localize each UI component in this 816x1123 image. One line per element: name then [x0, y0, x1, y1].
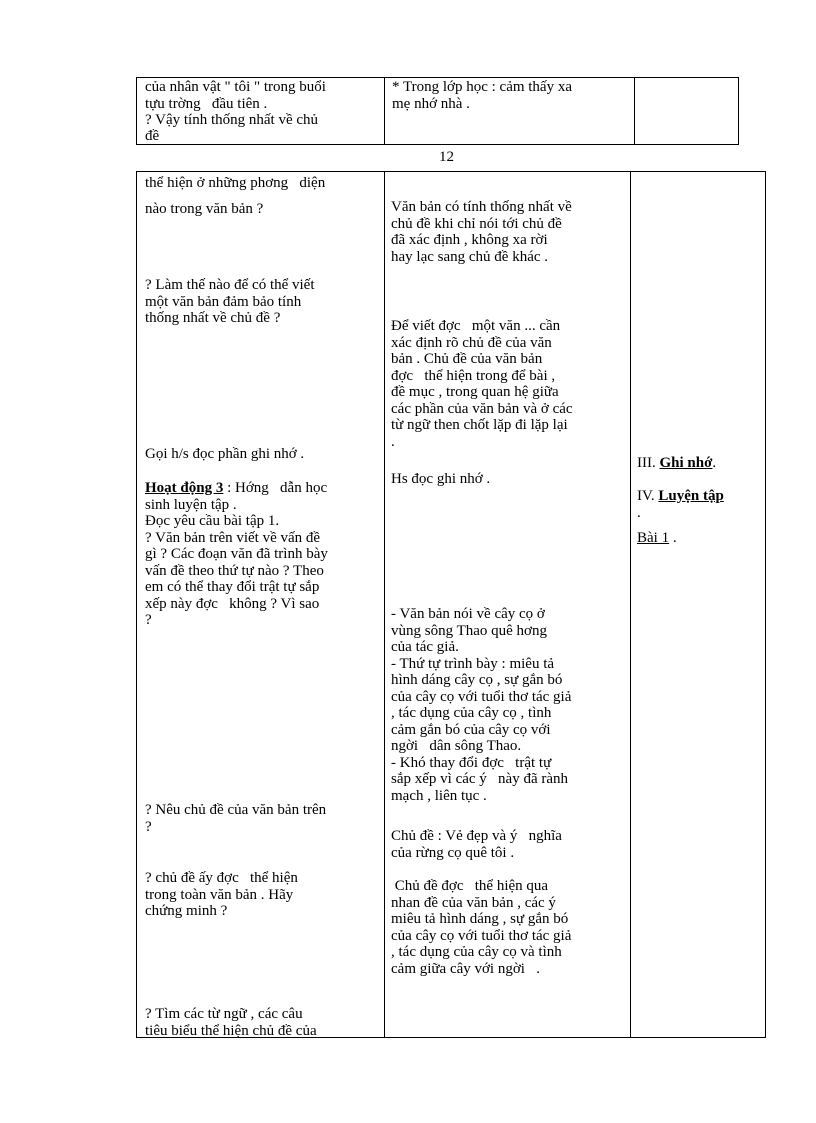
activity-title: Hoạt động 3 — [145, 480, 224, 496]
text-line: , tác dụng của cây cọ và tình — [391, 944, 562, 960]
text-line: đã xác định , không xa rời — [391, 232, 548, 248]
text-line: một văn bản đảm bảo tính — [145, 293, 302, 310]
text-line: nhan đề của văn bản , các ý — [391, 894, 556, 911]
text-line: gì ? Các đoạn văn đã trình bày — [145, 546, 328, 562]
text-line: ? chủ đề ấy đợc thể hiện — [145, 870, 298, 886]
section-title: Ghi nhớ — [659, 455, 713, 471]
exercise-label — [637, 530, 677, 547]
text-line: ? Văn bản trên viết về vấn đề — [145, 529, 321, 546]
exercise-title: Bài 1 — [637, 530, 670, 546]
text-line: đề — [145, 128, 160, 143]
text-line: ? Vậy tính thống nhất về chủ — [145, 112, 319, 128]
text-line: - Khó thay đổi đợc trật tự — [391, 754, 552, 771]
text-line: ? — [145, 612, 152, 628]
section-number: IV. — [637, 488, 655, 504]
text-line: hình dáng cây cọ , sự gắn bó — [391, 672, 563, 688]
text-line: * Trong lớp học : cảm thấy xa — [392, 79, 572, 95]
text-line: chứng minh ? — [145, 903, 228, 919]
text-line: thể hiện ở những phơng diện — [145, 175, 326, 191]
text-line: Gọi h/s đọc phần ghi nhớ . — [145, 446, 305, 462]
text-line: của rừng cọ quê tôi . — [391, 844, 515, 861]
activity-heading — [145, 480, 327, 497]
text-line: ngời dân sông Thao. — [391, 738, 522, 754]
text-line: Để viết đợc một văn ... cần — [391, 318, 561, 334]
text-line: Hs đọc ghi nhớ . — [391, 471, 491, 487]
text-line: thống nhất về chủ đề ? — [145, 310, 281, 326]
text-line: , tác dụng của cây cọ , tình — [391, 705, 552, 721]
text-line: miêu tả hình dáng , sự gắn bó — [391, 911, 569, 927]
text-line: từ ngữ then chốt lặp đi lặp lại — [391, 417, 568, 433]
activity-title-rest: : Hớng dẫn học — [223, 480, 328, 496]
text-line: - Thứ tự trình bày : miêu tả — [391, 655, 555, 672]
text-line: em có thể thay đổi trật tự sắp — [145, 579, 320, 595]
text-line: bản . Chủ đề của văn bản — [391, 351, 543, 367]
section-dot: . — [712, 455, 717, 471]
page-number: 12 — [439, 149, 454, 165]
text-line: cảm giữa cây với ngời . — [391, 960, 540, 977]
text-line: vùng sông Thao quê hơng — [391, 622, 547, 639]
text-line: nào trong văn bản ? — [145, 201, 264, 217]
text-line: vấn đề theo thứ tự nào ? Theo — [145, 562, 324, 579]
text-line: sinh luyện tập . — [145, 496, 237, 513]
top-table-divider-2 — [634, 77, 635, 145]
main-table-divider-1 — [384, 171, 385, 1038]
text-line: của nhân vật " tôi " trong buổi — [145, 79, 326, 95]
text-line: của cây cọ với tuổi thơ tác giả — [391, 688, 572, 705]
section-title: Luyện tập — [658, 488, 724, 504]
text-line: của tác giả. — [391, 639, 459, 655]
text-line: trong toàn văn bản . Hãy — [145, 886, 294, 903]
text-line: Văn bản có tính thống nhất về — [391, 199, 572, 215]
exercise-dot: . — [669, 530, 677, 546]
text-line: chủ đề khi chỉ nói tới chủ đề — [391, 215, 562, 232]
text-line: đợc thể hiện trong để bài , — [391, 367, 556, 384]
text-line: ? — [145, 818, 152, 835]
text-line: ? Tìm các từ ngữ , các câu — [145, 1006, 303, 1022]
text-line: ? Nêu chủ đề của văn bản trên — [145, 802, 327, 818]
text-line: Đọc yêu cầu bài tập 1. — [145, 513, 280, 529]
text-line: ? Làm thế nào để có thể viết — [145, 277, 315, 293]
text-line: Chủ đề đợc thể hiện qua — [391, 878, 549, 894]
text-line: sắp xếp vì các ý này đã rành — [391, 771, 569, 787]
text-line: của cây cọ với tuổi thơ tác giả — [391, 927, 572, 944]
text-line: tựu trờng đầu tiên . — [145, 95, 268, 112]
text-line: hay lạc sang chủ đề khác . — [391, 248, 549, 265]
text-line: các phần của văn bản và ở các — [391, 400, 573, 417]
text-line: tiêu biểu thể hiện chủ đề của — [145, 1022, 317, 1037]
section-ghi-nho — [637, 455, 716, 472]
text-line: xếp này đợc không ? Vì sao — [145, 595, 320, 612]
text-line: đề mục , trong quan hệ giữa — [391, 384, 559, 400]
text-line: mạch , liên tục . — [391, 787, 487, 804]
main-table-divider-2 — [630, 171, 631, 1038]
text-line: Chủ đề : Vẻ đẹp và ý nghĩa — [391, 828, 562, 844]
section-luyen-tap — [637, 488, 724, 505]
text-line: cảm gắn bó của cây cọ với — [391, 721, 551, 738]
section-dot-line: . — [637, 505, 641, 521]
section-number: III. — [637, 455, 656, 471]
text-line: - Văn bản nói về cây cọ ở — [391, 606, 545, 622]
top-table-divider-1 — [384, 77, 385, 145]
text-line: mẹ nhớ nhà . — [392, 95, 470, 112]
text-line: . — [391, 433, 395, 450]
text-line: xác định rõ chủ đề của văn — [391, 334, 552, 351]
